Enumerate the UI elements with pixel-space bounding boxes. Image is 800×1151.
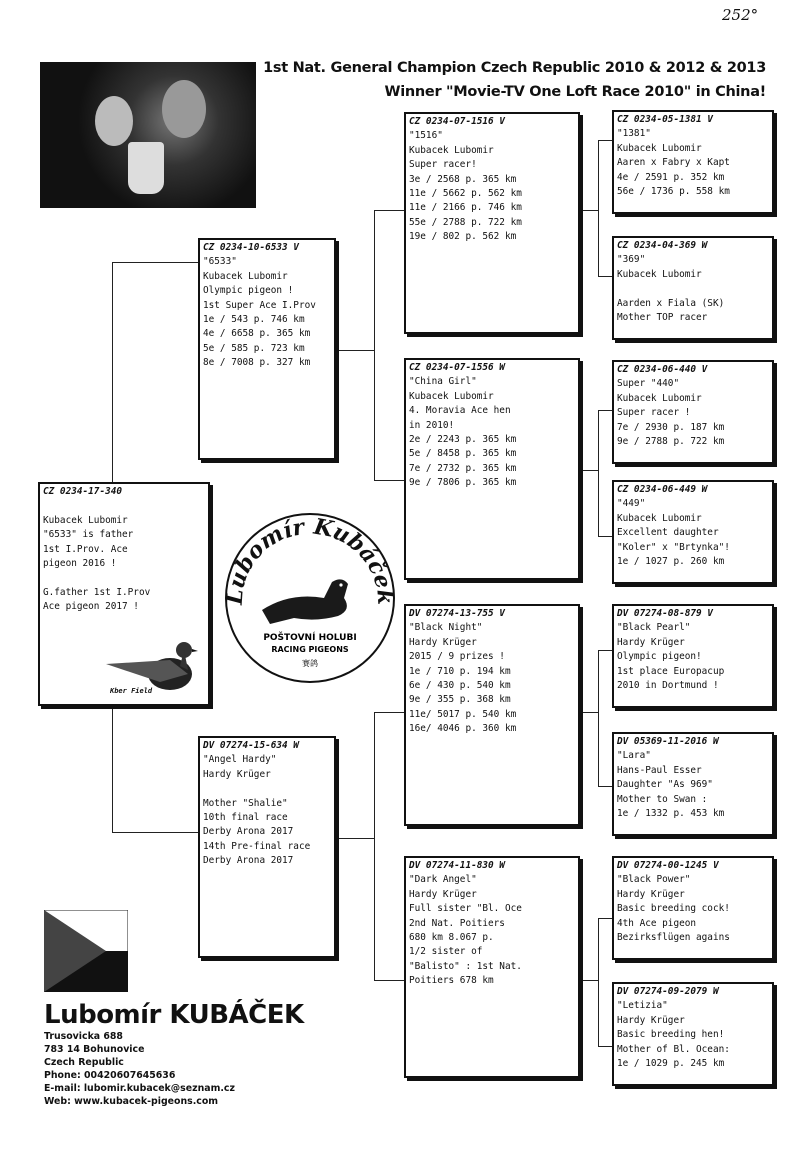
detail-line: 1e / 710 p. 194 km	[409, 665, 511, 677]
detail-line: Full sister "Bl. Oce	[409, 903, 522, 915]
logo-chinese: 赛鸽	[302, 659, 318, 668]
detail-line: 7e / 2732 p. 365 km	[409, 462, 517, 474]
detail-line: 5e / 8458 p. 365 km	[409, 448, 517, 460]
detail-line: Derby Arona 2017	[203, 826, 294, 838]
connector	[374, 210, 404, 211]
detail-line: 9e / 355 p. 368 km	[409, 694, 511, 706]
detail-line: 9e / 7806 p. 365 km	[409, 477, 517, 489]
detail-line: 16e/ 4046 p. 360 km	[409, 723, 517, 735]
pigeon-card-dam-dam	[404, 856, 580, 1078]
connector	[580, 980, 598, 981]
photo-caption: Kber Field	[110, 687, 153, 695]
detail-line: Hardy Krüger	[617, 1014, 685, 1026]
detail-line: 6e / 430 p. 540 km	[409, 680, 511, 692]
detail-line: 4th Ace pigeon	[617, 917, 697, 929]
connector	[598, 1046, 612, 1047]
pigeon-details	[617, 749, 769, 821]
detail-line: Hardy Krüger	[203, 768, 271, 780]
detail-line: Czech Republic	[44, 1057, 124, 1068]
detail-line: G.father 1st I.Prov	[43, 586, 151, 598]
handwritten-note: 252°	[722, 6, 759, 24]
detail-line: Phone: 00420607645636	[44, 1070, 176, 1081]
ring-number: CZ 0234-06-449 W	[617, 484, 708, 495]
detail-line	[203, 782, 331, 796]
detail-line: Daughter "As 969"	[617, 779, 713, 791]
ring-number: DV 05369-11-2016 W	[617, 736, 719, 747]
detail-line: Aaren x Fabry x Kapt	[617, 157, 730, 169]
pigeon-card-sss	[612, 110, 774, 214]
detail-line: Kubacek Lubomir	[617, 268, 702, 280]
detail-line: "Koler" x "Brtynka"!	[617, 541, 730, 553]
detail-line: Hans-Paul Esser	[617, 764, 702, 776]
logo-line2: RACING PIGEONS	[271, 645, 349, 654]
ring-number: DV 07274-13-755 V	[409, 608, 505, 619]
detail-line: "369"	[617, 254, 646, 266]
ring-number: CZ 0234-07-1516 V	[409, 116, 505, 127]
detail-line: 11e / 5662 p. 562 km	[409, 188, 522, 200]
detail-line: Super racer!	[409, 159, 477, 171]
detail-line: pigeon 2016 !	[43, 558, 117, 570]
headline-winner: Winner "Movie-TV One Loft Race 2010" in China!	[384, 84, 766, 100]
pigeon-card-sire-sire	[404, 112, 580, 334]
detail-line: Kubacek Lubomir	[43, 514, 128, 526]
detail-line: 2015 / 9 prizes !	[409, 651, 505, 663]
detail-line: Kubacek Lubomir	[617, 142, 702, 154]
pigeon-card-dds	[612, 856, 774, 960]
connector	[598, 650, 612, 651]
connector	[112, 832, 198, 833]
detail-line: 2nd Nat. Poitiers	[409, 917, 505, 929]
detail-line: in 2010!	[409, 419, 455, 431]
connector	[112, 262, 198, 263]
detail-line: 4. Moravia Ace hen	[409, 405, 511, 417]
detail-line: 10th final race	[203, 812, 288, 824]
pigeon-details	[617, 999, 769, 1071]
connector	[598, 650, 599, 786]
pigeon-card-dsd	[612, 732, 774, 836]
connector	[112, 262, 113, 482]
connector	[598, 140, 612, 141]
detail-line	[43, 571, 205, 585]
detail-line	[617, 282, 769, 296]
detail-line: 19e / 802 p. 562 km	[409, 231, 517, 243]
detail-line: Aarden x Fiala (SK)	[617, 297, 725, 309]
detail-line: "6533" is father	[43, 529, 134, 541]
detail-line: "Black Power"	[617, 874, 691, 886]
pigeon-card-sire-dam	[404, 358, 580, 580]
detail-line: 680 km 8.067 p.	[409, 932, 494, 944]
pigeon-card-sire	[198, 238, 336, 460]
detail-line	[43, 499, 205, 513]
ring-number: CZ 0234-06-440 V	[617, 364, 708, 375]
pigeon-card-dam	[198, 736, 336, 958]
ring-number: DV 07274-09-2079 W	[617, 986, 719, 997]
detail-line: "Letizia"	[617, 1000, 668, 1012]
detail-line: "Balisto" : 1st Nat.	[409, 960, 522, 972]
detail-line: 14th Pre-final race	[203, 840, 311, 852]
detail-line: 3e / 2568 p. 365 km	[409, 173, 517, 185]
detail-line: 7e / 2930 p. 187 km	[617, 421, 725, 433]
detail-line: Olympic pigeon !	[203, 285, 294, 297]
pigeon-details	[617, 497, 769, 569]
detail-line: Trusovicka 688	[44, 1031, 123, 1042]
connector	[598, 276, 612, 277]
ring-number: DV 07274-15-634 W	[203, 740, 299, 751]
detail-line: Super "440"	[617, 378, 680, 390]
loft-logo	[220, 506, 400, 686]
pigeon-card-sdd	[612, 480, 774, 584]
pigeon-details	[617, 873, 769, 945]
connector	[374, 480, 404, 481]
detail-line: Kubacek Lubomir	[203, 270, 288, 282]
pigeon-card-sds	[612, 360, 774, 464]
connector	[374, 210, 375, 480]
detail-line: "China Girl"	[409, 376, 477, 388]
detail-line: 55e / 2788 p. 722 km	[409, 216, 522, 228]
logo-arc-text: Lubomír Kubáček	[221, 513, 399, 606]
breeder-name: Lubomír KUBÁČEK	[44, 1000, 304, 1030]
pigeon-details	[617, 621, 769, 693]
pigeon-details	[617, 253, 769, 325]
detail-line: "Lara"	[617, 750, 651, 762]
detail-line: Kubacek Lubomir	[617, 392, 702, 404]
detail-line: Poitiers 678 km	[409, 975, 494, 987]
detail-line: Super racer !	[617, 407, 691, 419]
pigeon-card-ddd	[612, 982, 774, 1086]
connector	[336, 350, 374, 351]
ring-number: DV 07274-08-879 V	[617, 608, 713, 619]
detail-line: 4e / 2591 p. 352 km	[617, 171, 725, 183]
detail-line: Excellent daughter	[617, 527, 719, 539]
detail-line: 1st Super Ace I.Prov	[203, 299, 316, 311]
connector	[598, 410, 599, 536]
pigeon-details	[617, 377, 769, 449]
ring-number: CZ 0234-04-369 W	[617, 240, 708, 251]
pigeon-details	[409, 621, 575, 736]
detail-line: "Angel Hardy"	[203, 754, 277, 766]
connector	[598, 918, 612, 919]
detail-line: Web: www.kubacek-pigeons.com	[44, 1096, 219, 1107]
detail-line: Mother of Bl. Ocean:	[617, 1043, 730, 1055]
detail-line: Hardy Krüger	[409, 888, 477, 900]
detail-line: 2e / 2243 p. 365 km	[409, 434, 517, 446]
ring-number: CZ 0234-17-340	[43, 486, 123, 497]
detail-line: Derby Arona 2017	[203, 855, 294, 867]
connector	[374, 712, 404, 713]
pigeon-details	[43, 499, 205, 614]
detail-line: "449"	[617, 498, 646, 510]
detail-line: 56e / 1736 p. 558 km	[617, 186, 730, 198]
detail-line: "6533"	[203, 256, 237, 268]
detail-line: Hardy Krüger	[617, 888, 685, 900]
ring-number: CZ 0234-10-6533 V	[203, 242, 299, 253]
detail-line: 8e / 7008 p. 327 km	[203, 357, 311, 369]
connector	[112, 705, 113, 832]
detail-line: Bezirksflügen agains	[617, 932, 730, 944]
detail-line: "1381"	[617, 128, 651, 140]
detail-line: "Black Night"	[409, 622, 483, 634]
pigeon-details	[409, 873, 575, 988]
detail-line: 4e / 6658 p. 365 km	[203, 328, 311, 340]
detail-line: "1516"	[409, 130, 443, 142]
connector	[580, 470, 598, 471]
owner-photo	[40, 62, 256, 208]
pigeon-card-dss	[612, 604, 774, 708]
pigeon-details	[203, 753, 331, 868]
detail-line: 1e / 1027 p. 260 km	[617, 556, 725, 568]
ring-number: DV 07274-11-830 W	[409, 860, 505, 871]
detail-line: Kubacek Lubomir	[617, 512, 702, 524]
connector	[336, 838, 374, 839]
connector	[598, 410, 612, 411]
logo-line1: POŠTOVNÍ HOLUBI	[263, 633, 357, 643]
pigeon-details	[409, 375, 575, 490]
headline-champion: 1st Nat. General Champion Czech Republic 2010 & 2012 & 2013	[263, 60, 766, 76]
czech-flag	[44, 910, 128, 992]
ring-number: CZ 0234-05-1381 V	[617, 114, 713, 125]
pigeon-card-subject	[38, 482, 210, 706]
detail-line: Ace pigeon 2017 !	[43, 601, 139, 613]
detail-line: 2010 in Dortmund !	[617, 680, 719, 692]
pigeon-details	[409, 129, 575, 244]
detail-line: Kubacek Lubomir	[409, 144, 494, 156]
detail-line: Basic breeding hen!	[617, 1029, 725, 1041]
detail-line: Olympic pigeon!	[617, 651, 702, 663]
detail-line: Mother "Shalie"	[203, 797, 288, 809]
connector	[580, 210, 598, 211]
ring-number: DV 07274-00-1245 V	[617, 860, 719, 871]
detail-line: Kubacek Lubomir	[409, 390, 494, 402]
detail-line: 1st place Europacup	[617, 665, 725, 677]
detail-line: 1e / 1332 p. 453 km	[617, 808, 725, 820]
detail-line: 9e / 2788 p. 722 km	[617, 436, 725, 448]
pigeon-details	[203, 255, 331, 370]
detail-line: 1e / 543 p. 746 km	[203, 314, 305, 326]
detail-line: 11e/ 5017 p. 540 km	[409, 708, 517, 720]
detail-line: Mother TOP racer	[617, 312, 708, 324]
pigeon-card-ssd	[612, 236, 774, 340]
connector	[598, 786, 612, 787]
pigeon-details	[617, 127, 769, 199]
detail-line: Basic breeding cock!	[617, 903, 730, 915]
detail-line: Hardy Krüger	[617, 636, 685, 648]
pigeon-card-dam-sire	[404, 604, 580, 826]
ring-number: CZ 0234-07-1556 W	[409, 362, 505, 373]
connector	[374, 980, 404, 981]
contact-details	[44, 1030, 304, 1108]
contact-block	[44, 1000, 304, 1108]
detail-line: E-mail: lubomir.kubacek@seznam.cz	[44, 1083, 235, 1094]
detail-line: "Dark Angel"	[409, 874, 477, 886]
detail-line: 11e / 2166 p. 746 km	[409, 202, 522, 214]
detail-line: 783 14 Bohunovice	[44, 1044, 145, 1055]
connector	[598, 536, 612, 537]
detail-line: 1e / 1029 p. 245 km	[617, 1058, 725, 1070]
detail-line: 5e / 585 p. 723 km	[203, 342, 305, 354]
connector	[598, 918, 599, 1046]
detail-line: "Black Pearl"	[617, 622, 691, 634]
detail-line: 1st I.Prov. Ace	[43, 543, 128, 555]
connector	[374, 712, 375, 980]
connector	[598, 140, 599, 276]
detail-line: Hardy Krüger	[409, 636, 477, 648]
detail-line: Mother to Swan :	[617, 793, 708, 805]
connector	[580, 712, 598, 713]
detail-line: 1/2 sister of	[409, 946, 483, 958]
